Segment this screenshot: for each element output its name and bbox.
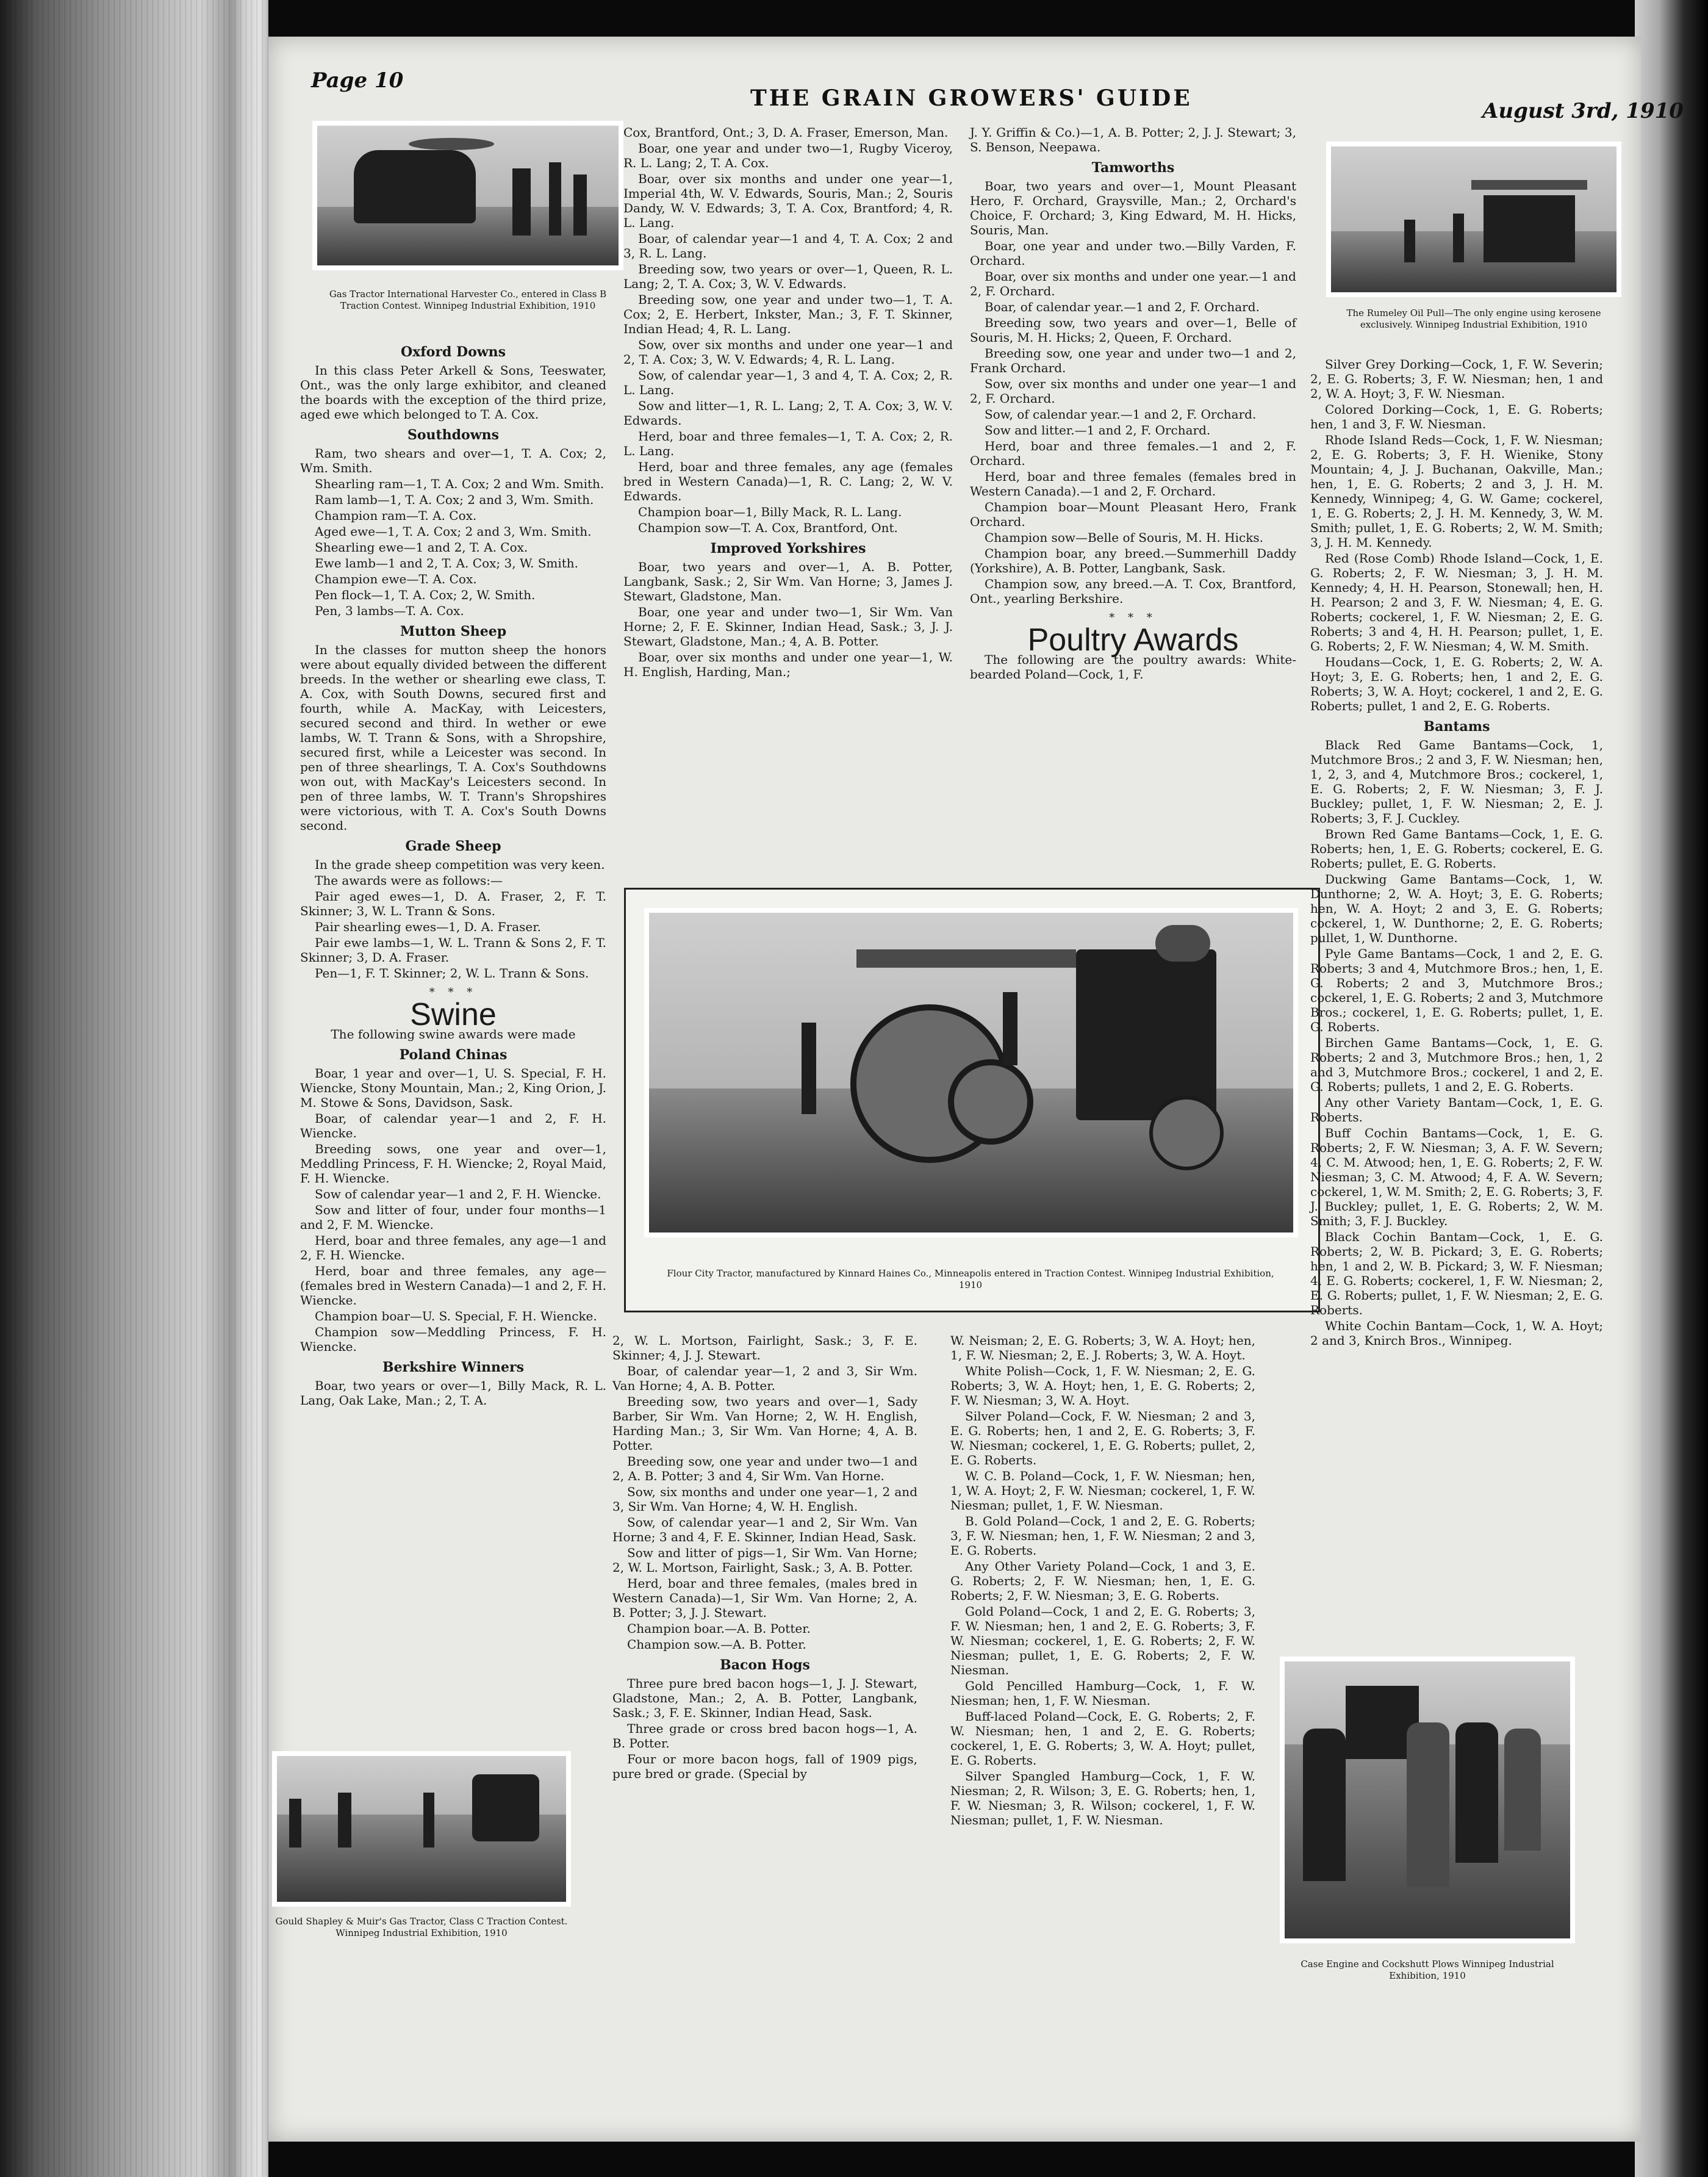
list-item: Boar, of calendar year—1 and 2, F. H. Wiencke.	[300, 1111, 606, 1140]
list-item: Sow, of calendar year.—1 and 2, F. Orchard.	[985, 407, 1257, 422]
list-item: Aged ewe—1, T. A. Cox; 2 and 3, Wm. Smith.	[315, 524, 592, 539]
list-item: Red (Rose Comb) Rhode Island—Cock, 1, E. G. Roberts; 2, F. W. Niesman; 3, J. H. M. Kennedy; 4, H. H. Pearson, Stonewall; hen, H. H. Pearson; 2 and 3, F. W. Niesman; 4, E. G. Roberts; cockerel, 1, F. W. Niesman; 2, E. G. Roberts; 3 and 4, H. H. Pearson; pullet, 1, E. G. Roberts; 2, F. W. Niesman; 4, W. M. Smith.	[1310, 551, 1603, 653]
list-item: Champion boar—U. S. Special, F. H. Wiencke.	[315, 1309, 597, 1323]
list-item: Boar, over six months and under one year.—1 and 2, F. Orchard.	[970, 269, 1296, 298]
list-item: Three pure bred bacon hogs—1, J. J. Stewart, Gladstone, Man.; 2, A. B. Potter, Langbank, Sask.; 3, F. E. Skinner, Indian Head, Sask.	[612, 1676, 917, 1720]
caption-bottom-right: Case Engine and Cockshutt Plows Winnipeg Industrial Exhibition, 1910	[1301, 1959, 1554, 1981]
heading-bantams: Bantams	[1423, 719, 1490, 735]
heading-swine: Swine	[410, 997, 497, 1032]
list-item: Sow of calendar year—1 and 2, F. H. Wiencke.	[315, 1187, 601, 1201]
list-item: Herd, boar and three females, any age—(females bred in Western Canada)—1 and 2, F. H. Wiencke.	[300, 1264, 606, 1308]
photo-case-engine	[1280, 1657, 1575, 1943]
list-item: Breeding sow, one year and under two—1 and 2, Frank Orchard.	[970, 346, 1296, 375]
list-item: Champion boar—Mount Pleasant Hero, Frank Orchard.	[970, 500, 1296, 529]
list-item: Champion sow—Meddling Princess, F. H. Wiencke.	[300, 1325, 606, 1354]
list-item: B. Gold Poland—Cock, 1 and 2, E. G. Roberts; 3, F. W. Niesman; hen, 1, F. W. Niesman; 2 and 3, E. G. Roberts.	[950, 1514, 1255, 1558]
photo-flour-city-tractor	[644, 908, 1298, 1237]
list-item: Three grade or cross bred bacon hogs—1, A. B. Potter.	[612, 1721, 917, 1751]
list-item: Sow, six months and under one year—1, 2 and 3, Sir Wm. Van Horne; 4, W. H. English.	[612, 1484, 917, 1514]
list-item: Boar, two years and over—1, Mount Pleasant Hero, F. Orchard, Graysville, Man.; 2, Orchard's Choice, F. Orchard; 3, King Edward, M. H. Hicks, Souris, Man.	[970, 179, 1296, 237]
list-item: Champion sow, any breed.—A. T. Cox, Brantford, Ont., yearling Berkshire.	[970, 577, 1296, 606]
list-item: J. Y. Griffin & Co.)—1, A. B. Potter; 2, J. J. Stewart; 3, S. Benson, Neepawa.	[970, 125, 1296, 154]
list-item: Breeding sow, one year and under two—1, T. A. Cox; 2, E. Herbert, Inkster, Man.; 3, F. T. Skinner, Indian Head; 4, R. L. Lang.	[623, 292, 953, 336]
heading-grade-sheep: Grade Sheep	[405, 838, 501, 854]
photo-rumeley-oil-pull	[1326, 142, 1621, 297]
photo-frame-flour-city	[624, 888, 1320, 1312]
heading-oxford-downs: Oxford Downs	[400, 344, 506, 360]
list-item: Herd, boar and three females (females bred in Western Canada).—1 and 2, F. Orchard.	[970, 469, 1296, 498]
list-item: Brown Red Game Bantams—Cock, 1, E. G. Roberts; hen, 1, E. G. Roberts; cockerel, E. G. Roberts; pullet, E. G. Roberts.	[1310, 827, 1603, 871]
list-item: Sow, of calendar year—1, 3 and 4, T. A. Cox; 2, R. L. Lang.	[623, 368, 953, 397]
list-item: 2, W. L. Mortson, Fairlight, Sask.; 3, F. E. Skinner; 4, J. J. Stewart.	[612, 1333, 917, 1362]
list-item: Sow and litter.—1 and 2, F. Orchard.	[985, 423, 1211, 437]
list-item: Boar, two years or over—1, Billy Mack, R. L. Lang, Oak Lake, Man.; 2, T. A.	[300, 1378, 606, 1408]
list-item: Silver Grey Dorking—Cock, 1, F. W. Severin; 2, E. G. Roberts; 3, F. W. Niesman; hen, 1 and 2, W. A. Hoyt; 3, F. W. Niesman.	[1310, 357, 1603, 401]
list-item: Boar, one year and under two.—Billy Varden, F. Orchard.	[970, 239, 1296, 268]
list-item: Boar, over six months and under one year—1, W. H. English, Harding, Man.;	[623, 650, 953, 679]
paragraph: In the grade sheep competition was very keen.	[315, 857, 605, 872]
heading-poland-chinas: Poland Chinas	[399, 1047, 508, 1063]
list-item: Ewe lamb—1 and 2, T. A. Cox; 3, W. Smith.	[315, 556, 579, 570]
list-item: Herd, boar and three females—1, T. A. Cox; 2, R. L. Lang.	[623, 429, 953, 458]
list-item: W. Neisman; 2, E. G. Roberts; 3, W. A. Hoyt; hen, 1, F. W. Niesman; 2, E. J. Roberts; 3, W. A. Hoyt.	[950, 1333, 1255, 1362]
column-3	[970, 125, 1296, 683]
list-item: Any Other Variety Poland—Cock, 1 and 3, E. G. Roberts; 2, F. W. Niesman; hen, 1, E. G. Roberts; 2, F. W. Niesman; 3, E. G. Roberts.	[950, 1559, 1255, 1603]
list-item: Herd, boar and three females, any age (females bred in Western Canada)—1, R. C. Lang; 2, W. V. Edwards.	[623, 459, 953, 503]
heading-tamworths: Tamworths	[1091, 160, 1175, 176]
list-item: Herd, boar and three females, any age—1 and 2, F. H. Wiencke.	[300, 1233, 606, 1262]
list-item: Buff Cochin Bantams—Cock, 1, E. G. Roberts; 2, F. W. Niesman; 3, A. F. W. Severn; 4, C. M. Atwood; hen, 1, E. G. Roberts; 2, F. W. Niesman; 3, C. M. Atwood; 4, F. A. W. Severn; cockerel, 1, W. M. Smith; 2, E. G. Roberts; 3, F. J. Buckley; pullet, 1, E. G. Roberts; 2, W. M. Smith; 3, F. J. Buckley.	[1310, 1126, 1603, 1228]
caption-bottom-left: Gould Shapley & Muir's Gas Tractor, Class C Traction Contest. Winnipeg Industrial Exhibition, 1910	[275, 1916, 568, 1938]
paragraph: The following are the poultry awards: White-bearded Poland—Cock, 1, F.	[970, 652, 1296, 682]
column-1	[300, 339, 606, 1409]
list-item: Duckwing Game Bantams—Cock, 1, W. Dunthorne; 2, W. A. Hoyt; 3, E. G. Roberts; hen, W. A. Hoyt; 2 and 3, E. G. Roberts; cockerel, 1, W. Dunthorne; 2, E. G. Roberts; pullet, 1, W. Dunthorne.	[1310, 872, 1603, 945]
list-item: Champion boar, any breed.—Summerhill Daddy (Yorkshire), A. B. Potter, Langbank, Sask.	[970, 546, 1296, 575]
list-item: Champion boar.—A. B. Potter.	[627, 1621, 811, 1636]
list-item: Birchen Game Bantams—Cock, 1, E. G. Roberts; 2 and 3, Mutchmore Bros.; hen, 1, 2 and 3, Mutchmore Bros.; cockerel, 1 and 2, E. G. Roberts; pullets, 1 and 2, E. G. Roberts.	[1310, 1035, 1603, 1094]
photo-gould-shapley-tractor	[272, 1751, 571, 1907]
list-item: Gold Pencilled Hamburg—Cock, 1, F. W. Niesman; hen, 1, F. W. Niesman.	[950, 1679, 1255, 1708]
list-item: Ram, two shears and over—1, T. A. Cox; 2, Wm. Smith.	[300, 446, 606, 475]
paragraph: The following swine awards were made	[331, 1027, 576, 1042]
list-item: Sow and litter of pigs—1, Sir Wm. Van Horne; 2, W. L. Mortson, Fairlight, Sask.; 3, A. B. Potter.	[612, 1545, 917, 1575]
list-item: Black Red Game Bantams—Cock, 1, Mutchmore Bros.; 2 and 3, F. W. Niesman; hen, 1, 2, 3, and 4, Mutchmore Bros.; cockerel, 1, E. G. Roberts; 2, F. W. Niesman; 3, F. J. Buckley; pullet, 1, F. W. Niesman; 2, E. J. Roberts; 3, F. J. Cuckley.	[1310, 738, 1603, 826]
list-item: Houdans—Cock, 1, E. G. Roberts; 2, W. A. Hoyt; 3, E. G. Roberts; hen, 1 and 2, E. G. Roberts; 3, W. A. Hoyt; cockerel, 1 and 2, E. G. Roberts; pullet, 1 and 2, E. G. Roberts.	[1310, 655, 1603, 713]
list-item: Sow and litter of four, under four months—1 and 2, F. M. Wiencke.	[300, 1203, 606, 1232]
page-title: THE GRAIN GROWERS' GUIDE	[750, 85, 1193, 111]
paragraph: In the classes for mutton sheep the honors were about equally divided between the different breeds. In the wether or shearling ewe class, T. A. Cox, with South Downs, secured first and fourth, while A. MacKay, with Leicesters, secured second and third. In wether or ewe lambs, W. T. Trann & Sons, with a Shropshire, secured first, while a Leicester was second. In pen of three shearlings, T. A. Cox's Southdowns won out, with MacKay's Leicesters second. In pen of three lambs, W. T. Trann's Shropshires were victorious, with T. A. Cox's South Downs second.	[300, 642, 606, 833]
list-item: Ram lamb—1, T. A. Cox; 2 and 3, Wm. Smith.	[315, 492, 594, 507]
heading-improved-yorkshires: Improved Yorkshires	[710, 541, 866, 556]
list-item: Pyle Game Bantams—Cock, 1 and 2, E. G. Roberts; 3 and 4, Mutchmore Bros.; hen, 1, E. G. Roberts; 2 and 3, Mutchmore Bros.; cockerel, 1, E. G. Roberts; 2 and 3, Mutchmore Bros.; cockerel, 1, E. G. Roberts; pullet, 1, E. G. Roberts.	[1310, 946, 1603, 1034]
list-item: Sow, over six months and under one year—1 and 2, T. A. Cox; 3, W. V. Edwards; 4, R. L. Lang.	[623, 337, 953, 367]
list-item: Breeding sows, one year and over—1, Meddling Princess, F. H. Wiencke; 2, Royal Maid, F. H. Wiencke.	[300, 1142, 606, 1186]
section-divider: * * *	[1109, 611, 1157, 624]
list-item: Champion sow—T. A. Cox, Brantford, Ont.	[638, 520, 898, 535]
list-item: Champion boar—1, Billy Mack, R. L. Lang.	[638, 505, 902, 519]
column-3-continued	[950, 1333, 1255, 1829]
heading-mutton-sheep: Mutton Sheep	[400, 624, 507, 639]
list-item: Four or more bacon hogs, fall of 1909 pigs, pure bred or grade. (Special by	[612, 1752, 917, 1781]
list-item: Boar, over six months and under one year—1, Imperial 4th, W. V. Edwards, Souris, Man.; 2, Souris Dandy, W. V. Edwards; 3, T. A. Cox, Brantford; 4, R. L. Lang.	[623, 171, 953, 230]
list-item: Champion sow—Belle of Souris, M. H. Hicks.	[985, 530, 1263, 545]
heading-poultry-awards: Poultry Awards	[1027, 622, 1239, 658]
list-item: Breeding sow, two years and over—1, Sady Barber, Sir Wm. Van Horne; 2, W. H. English, Harding Man.; 3, Sir Wm. Van Horne; 4, A. B. Potter.	[612, 1394, 917, 1453]
list-item: Silver Poland—Cock, F. W. Niesman; 2 and 3, E. G. Roberts; hen, 1 and 2, E. G. Roberts; 3, F. W. Niesman; cockerel, 1, E. G. Roberts; pullet, 2, E. G. Roberts.	[950, 1409, 1255, 1467]
list-item: Pen—1, F. T. Skinner; 2, W. L. Trann & Sons.	[315, 966, 589, 981]
list-item: Cox, Brantford, Ont.; 3, D. A. Fraser, Emerson, Man.	[623, 125, 949, 140]
list-item: Champion sow.—A. B. Potter.	[627, 1637, 806, 1652]
list-item: Silver Spangled Hamburg—Cock, 1, F. W. Niesman; 2, R. Wilson; 3, E. G. Roberts; hen, 1, F. W. Niesman; 3, R. Wilson; cockerel, 1, F. W. Niesman; pullet, 1, F. W. Niesman.	[950, 1769, 1255, 1827]
issue-date: August 3rd, 1910	[1482, 99, 1684, 123]
book-right-edge	[1635, 0, 1708, 2177]
list-item: Pair aged ewes—1, D. A. Fraser, 2, F. T. Skinner; 3, W. L. Trann & Sons.	[300, 889, 606, 918]
page-number: Page 10	[311, 68, 404, 93]
column-4	[1310, 357, 1603, 1349]
paragraph: In this class Peter Arkell & Sons, Teeswater, Ont., was the only large exhibitor, and cleaned the boards with the exception of the third prize, aged ewe which belonged to T. A. Cox.	[300, 363, 606, 422]
list-item: Pen, 3 lambs—T. A. Cox.	[315, 603, 464, 618]
list-item: Herd, boar and three females.—1 and 2, F. Orchard.	[970, 439, 1296, 468]
list-item: Breeding sow, two years and over—1, Belle of Souris, M. H. Hicks; 2, Queen, F. Orchard.	[970, 315, 1296, 345]
list-item: Sow and litter—1, R. L. Lang; 2, T. A. Cox; 3, W. V. Edwards.	[623, 398, 953, 428]
list-item: Boar, one year and under two—1, Rugby Viceroy, R. L. Lang; 2, T. A. Cox.	[623, 141, 953, 170]
list-item: Breeding sow, two years or over—1, Queen, R. L. Lang; 2, T. A. Cox; 3, W. V. Edwards.	[623, 262, 953, 291]
list-item: Sow, of calendar year—1 and 2, Sir Wm. Van Horne; 3 and 4, F. E. Skinner, Indian Head, Sask.	[612, 1515, 917, 1544]
column-2-continued	[612, 1333, 917, 1782]
list-item: Boar, of calendar year—1 and 4, T. A. Cox; 2 and 3, R. L. Lang.	[623, 231, 953, 261]
list-item: Boar, one year and under two—1, Sir Wm. Van Horne; 2, F. E. Skinner, Indian Head, Sask.; 3, J. J. Stewart, Gladstone, Man.; 4, A. B. Potter.	[623, 605, 953, 649]
list-item: Breeding sow, one year and under two—1 and 2, A. B. Potter; 3 and 4, Sir Wm. Van Horne.	[612, 1454, 917, 1483]
list-item: Shearling ram—1, T. A. Cox; 2 and Wm. Smith.	[315, 477, 605, 491]
list-item: White Polish—Cock, 1, F. W. Niesman; 2, E. G. Roberts; 3, W. A. Hoyt; hen, 1, E. G. Roberts; 2, F. W. Niesman; 3, W. A. Hoyt.	[950, 1364, 1255, 1408]
list-item: White Cochin Bantam—Cock, 1, W. A. Hoyt; 2 and 3, Knirch Bros., Winnipeg.	[1310, 1319, 1603, 1348]
list-item: Black Cochin Bantam—Cock, 1, E. G. Roberts; 2, W. B. Pickard; 3, E. G. Roberts; hen, 1 and 2, W. B. Pickard; 3, W. F. Niesman; 4, E. G. Roberts; cockerel, 1, F. W. Niesman; 2, E. G. Roberts; pullet, 1, F. W. Niesman; 2, E. G. Roberts.	[1310, 1229, 1603, 1317]
photo-gas-tractor-ihc	[312, 121, 623, 270]
list-item: Buff-laced Poland—Cock, E. G. Roberts; 2, F. W. Niesman; hen, 1 and 2, E. G. Roberts; cockerel, 1, E. G. Roberts; 3, W. A. Hoyt; pullet, E. G. Roberts.	[950, 1709, 1255, 1768]
caption-top-left: Gas Tractor International Harvester Co., entered in Class B Traction Contest. Winnipeg Industrial Exhibition, 1910	[329, 289, 607, 311]
list-item: Champion ewe—T. A. Cox.	[315, 572, 477, 586]
list-item: Any other Variety Bantam—Cock, 1, E. G. Roberts.	[1310, 1095, 1603, 1124]
heading-bacon-hogs: Bacon Hogs	[720, 1657, 810, 1673]
list-item: Shearling ewe—1 and 2, T. A. Cox.	[315, 540, 528, 555]
page-edges	[0, 0, 268, 2177]
list-item: Boar, of calendar year.—1 and 2, F. Orchard.	[985, 300, 1260, 314]
list-item: Rhode Island Reds—Cock, 1, F. W. Niesman; 2, E. G. Roberts; 3, F. H. Wienike, Stony Mountain; 4, J. J. Buchanan, Oakville, Man.; hen, 1, E. G. Roberts; 2 and 3, J. H. M. Kennedy, Winnipeg; 4, G. W. Game; cockerel, 1, E. G. Roberts; 2, J. H. M. Kennedy, 3, W. M. Smith; pullet, 1, E. G. Roberts; 2, W. M. Smith; 3, J. H. M. Kennedy.	[1310, 433, 1603, 550]
list-item: Pair shearling ewes—1, D. A. Fraser.	[315, 919, 541, 934]
caption-top-right: The Rumeley Oil Pull—The only engine using kerosene exclusively. Winnipeg Industrial Exhibition, 1910	[1346, 308, 1601, 330]
list-item: Boar, two years and over—1, A. B. Potter, Langbank, Sask.; 2, Sir Wm. Van Horne; 3, James J. Stewart, Gladstone, Man.	[623, 560, 953, 603]
paragraph: The awards were as follows:—	[315, 873, 503, 888]
list-item: Boar, of calendar year—1, 2 and 3, Sir Wm. Van Horne; 4, A. B. Potter.	[612, 1364, 917, 1393]
list-item: Colored Dorking—Cock, 1, E. G. Roberts; hen, 1 and 3, F. W. Niesman.	[1310, 402, 1603, 431]
list-item: Pen flock—1, T. A. Cox; 2, W. Smith.	[315, 588, 536, 602]
list-item: Pair ewe lambs—1, W. L. Trann & Sons 2, F. T. Skinner; 3, D. A. Fraser.	[300, 935, 606, 965]
heading-southdowns: Southdowns	[407, 427, 500, 443]
column-2	[623, 125, 953, 680]
list-item: Boar, 1 year and over—1, U. S. Special, F. H. Wiencke, Stony Mountain, Man.; 2, King Orion, J. M. Stowe & Sons, Davidson, Sask.	[300, 1066, 606, 1110]
caption-center: Flour City Tractor, manufactured by Kinnard Haines Co., Minneapolis entered in Traction Contest. Winnipeg Industrial Exhibition, 1910	[667, 1268, 1274, 1290]
list-item: Herd, boar and three females, (males bred in Western Canada)—1, Sir Wm. Van Horne; 2, A. B. Potter; 3, J. J. Stewart.	[612, 1576, 917, 1620]
heading-berkshire-winners: Berkshire Winners	[382, 1359, 525, 1375]
list-item: Gold Poland—Cock, 1 and 2, E. G. Roberts; 3, F. W. Niesman; hen, 1 and 2, E. G. Roberts; 3, F. W. Niesman; cockerel, 1, E. G. Roberts; 2, F. W. Niesman; pullet, 1, E. G. Roberts; 2, F. W. Niesman.	[950, 1604, 1255, 1677]
section-divider: * * *	[429, 986, 478, 999]
list-item: Champion ram—T. A. Cox.	[315, 508, 477, 523]
list-item: Sow, over six months and under one year—1 and 2, F. Orchard.	[970, 376, 1296, 406]
list-item: W. C. B. Poland—Cock, 1, F. W. Niesman; hen, 1, W. A. Hoyt; 2, F. W. Niesman; cockerel, 1, F. W. Niesman; pullet, 1, F. W. Niesman.	[950, 1469, 1255, 1513]
